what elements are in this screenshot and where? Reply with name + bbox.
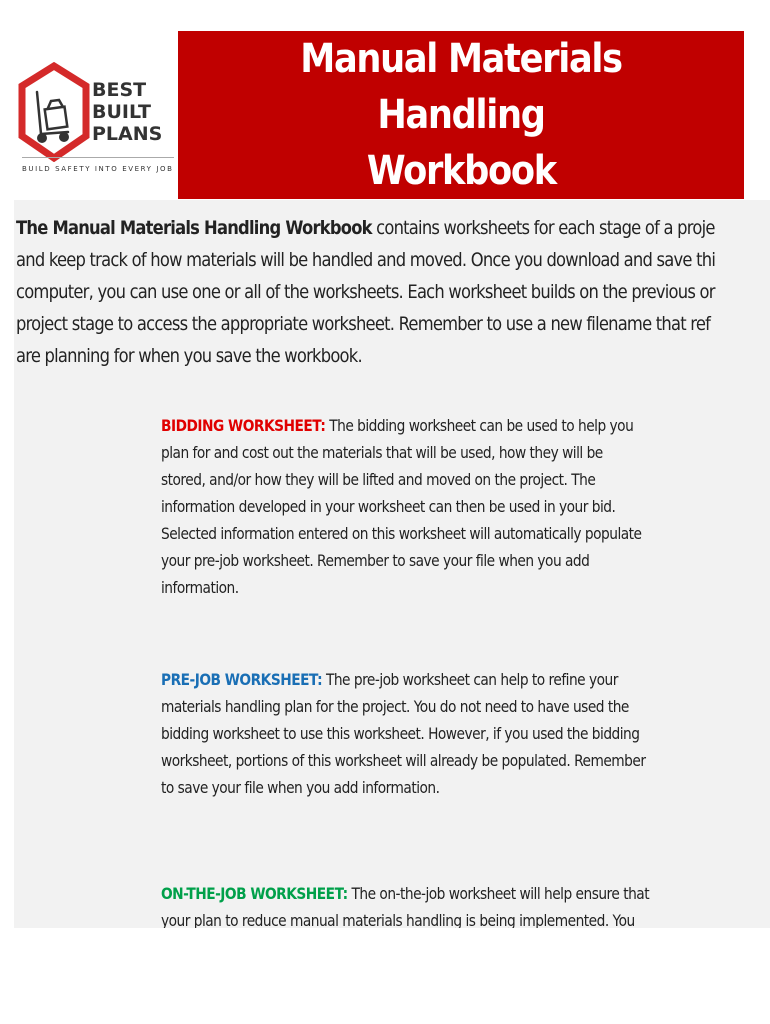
ws-line: worksheet, portions of this worksheet will already be populated. Remember	[161, 751, 646, 770]
intro-paragraph	[16, 212, 770, 372]
ws-line: information developed in your worksheet can then be used in your bid.	[161, 497, 616, 516]
ws-line: stored, and/or how they will be lifted and moved on the project. The	[161, 470, 596, 489]
ws-line: bidding worksheet to use this worksheet. However, if you used the bidding	[161, 724, 640, 743]
bidding-worksheet-section	[161, 412, 686, 601]
ws-text: The on-the-job worksheet will help ensure that	[347, 884, 650, 903]
onjob-worksheet-heading: ON-THE-JOB WORKSHEET:	[161, 884, 348, 903]
ws-line: plan for and cost out the materials that will be used, how they will be	[161, 443, 603, 462]
ws-line	[161, 412, 686, 439]
intro-lead: The Manual Materials Handling Workbook	[16, 217, 372, 239]
ws-line: information.	[161, 578, 239, 597]
ws-text: The bidding worksheet can be used to help you	[325, 416, 634, 435]
prejob-worksheet-heading: PRE-JOB WORKSHEET:	[161, 670, 323, 689]
intro-line1-text: contains worksheets for each stage of a proje	[371, 217, 715, 239]
ws-line: your plan to reduce manual materials handling is being implemented. You	[161, 911, 635, 928]
logo-divider	[22, 157, 174, 158]
page-title-line2: Workbook	[366, 148, 556, 194]
content-panel	[14, 200, 770, 928]
ws-line: your pre-job worksheet. Remember to save your file when you add	[161, 551, 590, 570]
onjob-worksheet-section	[161, 880, 686, 928]
ws-line: Selected information entered on this worksheet will automatically populate	[161, 524, 642, 543]
ws-line: materials handling plan for the project. You do not need to have used the	[161, 697, 629, 716]
ws-line	[161, 666, 686, 693]
page-title-line1: Manual Materials Handling	[300, 36, 622, 138]
intro-line: computer, you can use one or all of the worksheets. Each worksheet builds on the previous or	[16, 281, 715, 303]
ws-line	[161, 880, 686, 907]
logo-word-best: BEST	[92, 79, 147, 101]
ws-text: The pre-job worksheet can help to refine your	[322, 670, 618, 689]
intro-line: are planning for when you save the workbook.	[16, 345, 362, 367]
intro-line: and keep track of how materials will be handled and moved. Once you download and save thi	[16, 249, 716, 271]
logo-word-plans: PLANS	[92, 123, 163, 145]
bidding-worksheet-heading: BIDDING WORKSHEET:	[161, 416, 326, 435]
intro-line: project stage to access the appropriate worksheet. Remember to use a new filename that ref	[16, 313, 711, 335]
hexagon-hand-truck-icon	[18, 62, 90, 162]
prejob-worksheet-section	[161, 666, 686, 801]
ws-line: to save your file when you add information.	[161, 778, 440, 797]
title-banner	[178, 31, 744, 199]
best-built-plans-logo	[18, 62, 183, 180]
logo-tagline: BUILD SAFETY INTO EVERY JOB	[22, 165, 174, 173]
logo-word-built: BUILT	[92, 101, 151, 123]
intro-line	[16, 212, 770, 244]
